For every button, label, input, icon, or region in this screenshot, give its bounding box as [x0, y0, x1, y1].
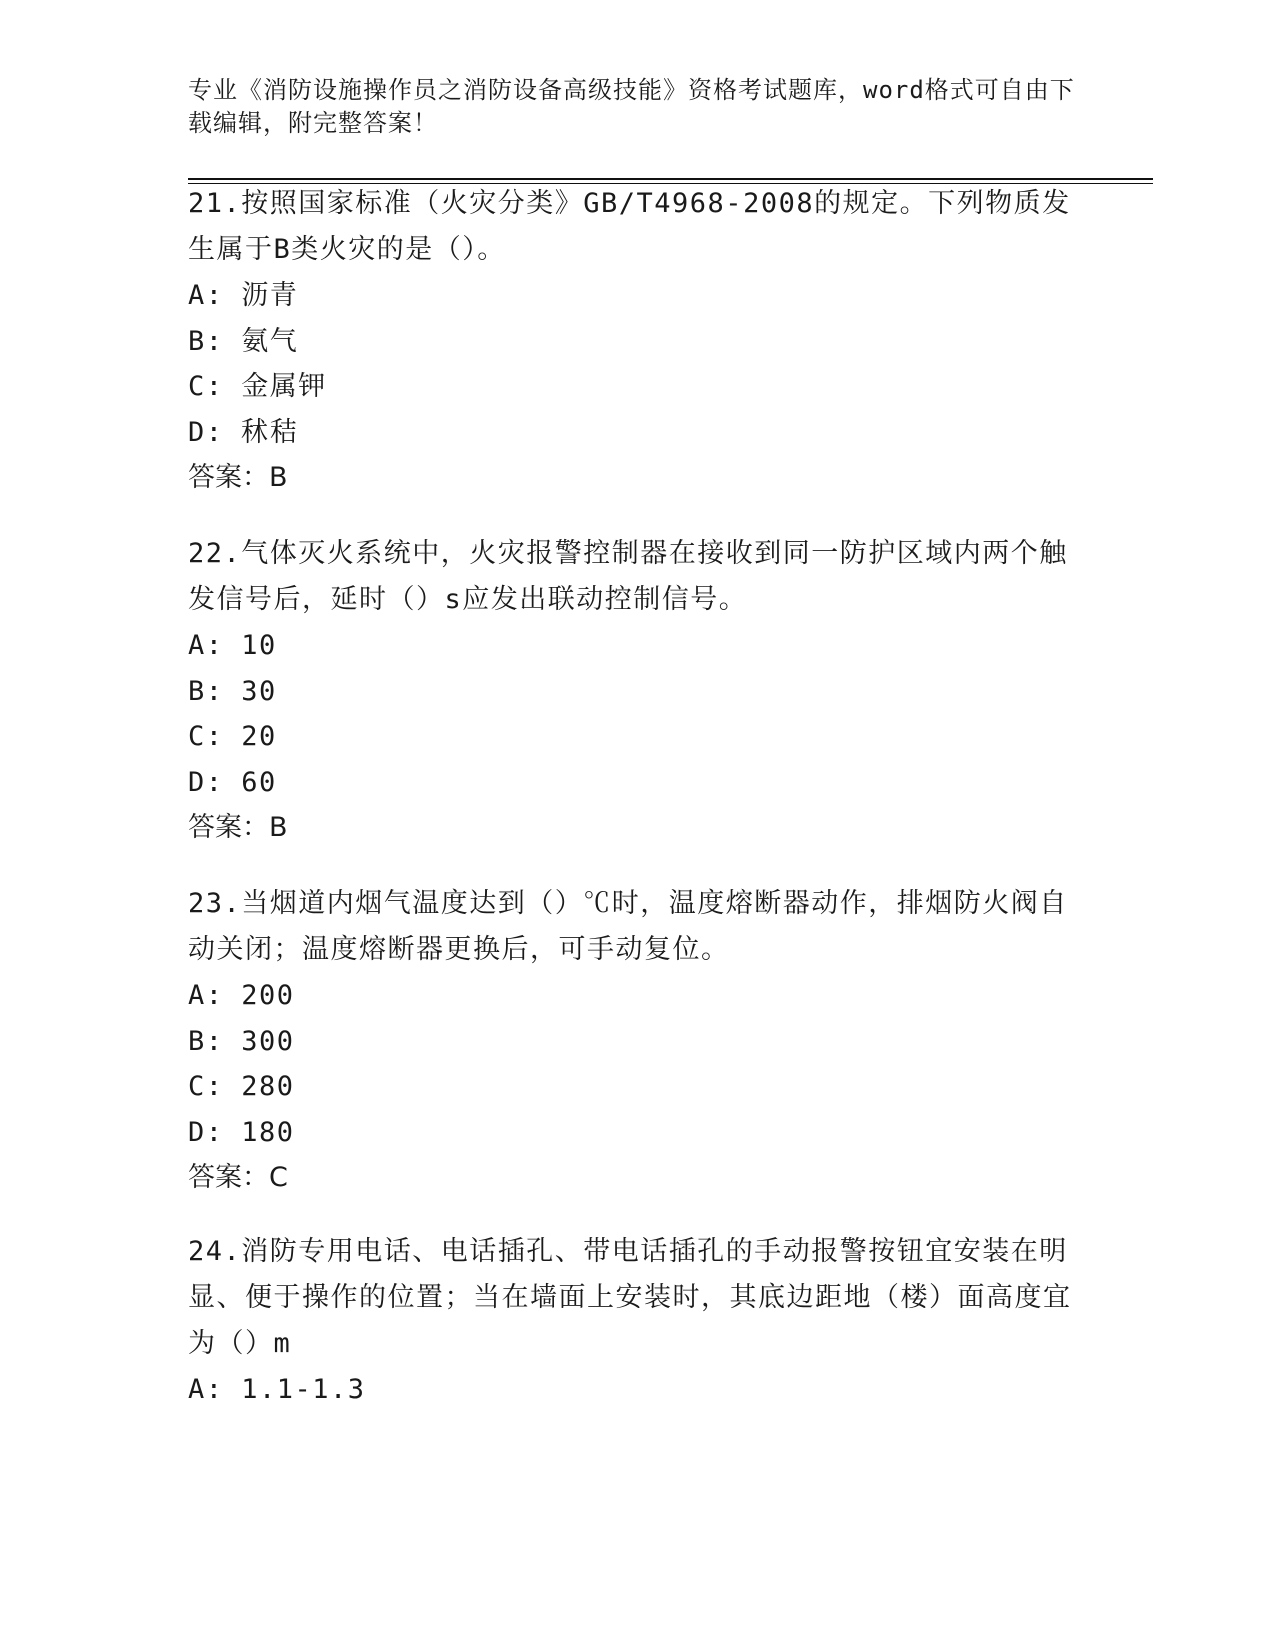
- question-stem: 24.消防专用电话、电话插孔、带电话插孔的手动报警按钮宜安装在明显、便于操作的位置；当在墙面上安装时，其底边距地（楼）面高度宜为（）m: [188, 1236, 1072, 1359]
- option-b: B: 氨气: [188, 325, 299, 357]
- option-d: D: 180: [188, 1116, 295, 1148]
- option-a: A: 1.1-1.3: [188, 1374, 366, 1405]
- option-c: C: 20: [188, 721, 277, 752]
- option-c: C: 280: [188, 1071, 295, 1102]
- question-stem: 23.当烟道内烟气温度达到（）℃时，温度熔断器动作，排烟防火阀自动关闭；温度熔断器更换后，可手动复位。: [188, 888, 1068, 965]
- option-d: D: 60: [188, 766, 277, 798]
- answer-line: 答案：B: [188, 812, 288, 843]
- option-b: B: 30: [188, 675, 277, 707]
- option-c: C: 金属钾: [188, 371, 327, 402]
- header-divider-thick: [188, 178, 1153, 180]
- question-24: [188, 1229, 1088, 1413]
- question-23: [188, 881, 1088, 1201]
- option-a: A: 10: [188, 630, 277, 661]
- option-list: [188, 623, 1088, 805]
- question-22: [188, 531, 1088, 851]
- option-list: [188, 973, 1088, 1155]
- option-b: B: 300: [188, 1025, 295, 1057]
- option-list: [188, 1367, 1088, 1413]
- option-a: A: 沥青: [188, 280, 299, 311]
- option-a: A: 200: [188, 980, 295, 1011]
- question-stem: 22.气体灭火系统中，火灾报警控制器在接收到同一防护区域内两个触发信号后，延时（）s应发出联动控制信号。: [188, 538, 1068, 615]
- option-list: [188, 273, 1088, 455]
- header-line-1: 专业《消防设施操作员之消防设备高级技能》资格考试题库，word格式可自由下: [188, 76, 1075, 104]
- document-header: [188, 74, 1088, 140]
- header-line-2: 载编辑，附完整答案！: [188, 109, 438, 137]
- answer-line: 答案：B: [188, 462, 288, 493]
- question-21: [188, 181, 1088, 501]
- question-stem: 21.按照国家标准（火灾分类》GB/T4968-2008的规定。下列物质发生属于B类火灾的是（）。: [188, 188, 1071, 265]
- option-d: D: 秫秸: [188, 416, 299, 448]
- answer-line: 答案：C: [188, 1162, 288, 1193]
